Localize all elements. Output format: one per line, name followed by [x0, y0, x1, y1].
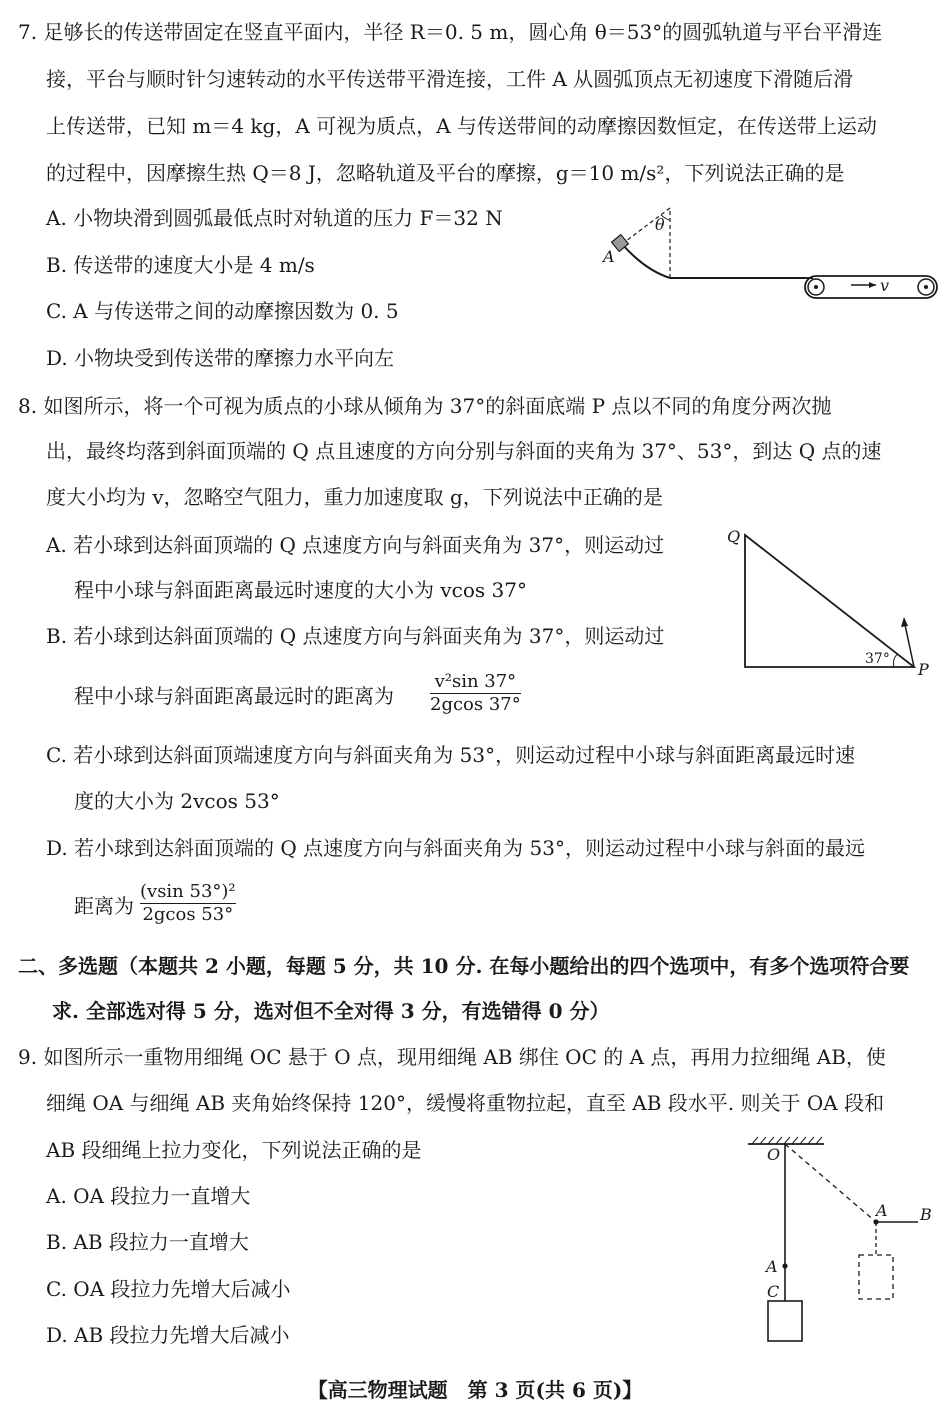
a-label-moved: A — [876, 1201, 888, 1220]
q9-stem-line-2: 细绳 OA 与细绳 AB 夹角始终保持 120°，缓慢将重物拉起，直至 AB 段水平. 则关于 OA 段和 — [46, 1091, 885, 1115]
incline-triangle — [745, 535, 914, 667]
q9-option-b: B. AB 段拉力一直增大 — [46, 1230, 249, 1254]
q9-option-a: A. OA 段拉力一直增大 — [46, 1184, 251, 1208]
angle-label: 37° — [865, 651, 890, 667]
q7-stem-line-1: 7. 足够长的传送带固定在竖直平面内，半径 R＝0. 5 m，圆心角 θ＝53°的圆弧轨道与平台平滑连 — [18, 20, 883, 44]
velocity-label: v — [880, 276, 890, 295]
fraction-numerator: v²sin 37° — [434, 671, 517, 692]
q8-stem-line-3: 度大小均为 v，忽略空气阻力，重力加速度取 g，下列说法中正确的是 — [46, 485, 663, 509]
q8-option-b-line-1: B. 若小球到达斜面顶端的 Q 点速度方向与斜面夹角为 37°，则运动过 — [46, 624, 665, 648]
q9-stem-line-3: AB 段细绳上拉力变化，下列说法正确的是 — [46, 1138, 422, 1162]
block-a-label: A — [603, 247, 615, 266]
b-label: B — [920, 1205, 932, 1224]
o-label: O — [767, 1145, 781, 1164]
a-label-vertical: A — [766, 1257, 778, 1276]
fraction-denominator: 2gcos 53° — [140, 903, 236, 926]
fraction-numerator: (vsin 53°)² — [140, 881, 236, 902]
fraction-denominator: 2gcos 37° — [430, 694, 521, 715]
q7-option-b: B. 传送带的速度大小是 4 m/s — [46, 253, 315, 277]
arc-track — [622, 244, 670, 278]
q8-option-d-line-2: 距离为 — [74, 894, 134, 918]
q7-stem-line-4: 的过程中，因摩擦生热 Q＝8 J，忽略轨道及平台的摩擦，g＝10 m/s²，下列说法正确的是 — [46, 161, 845, 185]
q7-stem-line-3: 上传送带，已知 m＝4 kg，A 可视为质点，A 与传送带间的动摩擦因数恒定，在传送带上运动 — [46, 114, 877, 138]
p-label: P — [918, 660, 929, 679]
q8-option-b-fraction — [430, 671, 521, 716]
q8-figure-incline — [720, 525, 940, 680]
section-2-heading-line-2: 求. 全部选对得 5 分，选对但不全对得 3 分，有选错得 0 分） — [52, 999, 610, 1023]
q8-option-a-line-1: A. 若小球到达斜面顶端的 Q 点速度方向与斜面夹角为 37°，则运动过 — [46, 533, 665, 557]
weight-lifted — [859, 1255, 893, 1299]
q-label: Q — [727, 527, 741, 546]
q7-option-a: A. 小物块滑到圆弧最低点时对轨道的压力 F＝32 N — [46, 206, 503, 230]
q7-option-d: D. 小物块受到传送带的摩擦力水平向左 — [46, 346, 395, 370]
q9-stem-line-1: 9. 如图所示一重物用细绳 OC 悬于 O 点，现用细绳 AB 绑住 OC 的 A 点，再用力拉细绳 AB，使 — [18, 1045, 886, 1069]
c-label: C — [767, 1282, 780, 1301]
q9-option-d: D. AB 段拉力先增大后减小 — [46, 1323, 290, 1347]
q7-stem-line-2: 接，平台与顺时针匀速转动的水平传送带平滑连接，工件 A 从圆弧顶点无初速度下滑随后滑 — [46, 67, 854, 91]
q8-stem-line-1: 8. 如图所示，将一个可视为质点的小球从倾角为 37°的斜面底端 P 点以不同的角度分两次抛 — [18, 394, 832, 418]
section-2-heading-line-1: 二、多选题（本题共 2 小题，每题 5 分，共 10 分. 在每小题给出的四个选项中，有多个选项符合要 — [18, 954, 910, 978]
q9-option-c: C. OA 段拉力先增大后减小 — [46, 1277, 291, 1301]
theta-label: θ — [655, 215, 665, 234]
q8-option-d-line-1: D. 若小球到达斜面顶端的 Q 点速度方向与斜面夹角为 53°，则运动过程中小球与斜面的最远 — [46, 836, 865, 860]
page-footer: 【高三物理试题 第 3 页(共 6 页)】 — [307, 1378, 643, 1402]
q7-figure-arc-track-conveyor — [595, 200, 945, 305]
q8-option-d-fraction — [140, 881, 236, 926]
q7-option-c: C. A 与传送带之间的动摩擦因数为 0. 5 — [46, 299, 399, 323]
q8-option-a-line-2: 程中小球与斜面距离最远时速度的大小为 vcos 37° — [74, 578, 527, 602]
weight — [768, 1301, 802, 1341]
q8-stem-line-2: 出，最终均落到斜面顶端的 Q 点且速度的方向分别与斜面的夹角为 37°、53°，到达 Q 点的速 — [46, 439, 882, 463]
q8-option-c-line-1: C. 若小球到达斜面顶端速度方向与斜面夹角为 53°，则运动过程中小球与斜面距离最远时速 — [46, 743, 856, 767]
q8-option-b-line-2: 程中小球与斜面距离最远时的距离为 — [74, 684, 394, 708]
q8-option-c-line-2: 度的大小为 2vcos 53° — [74, 789, 280, 813]
q9-figure-suspended-weight — [740, 1130, 940, 1350]
